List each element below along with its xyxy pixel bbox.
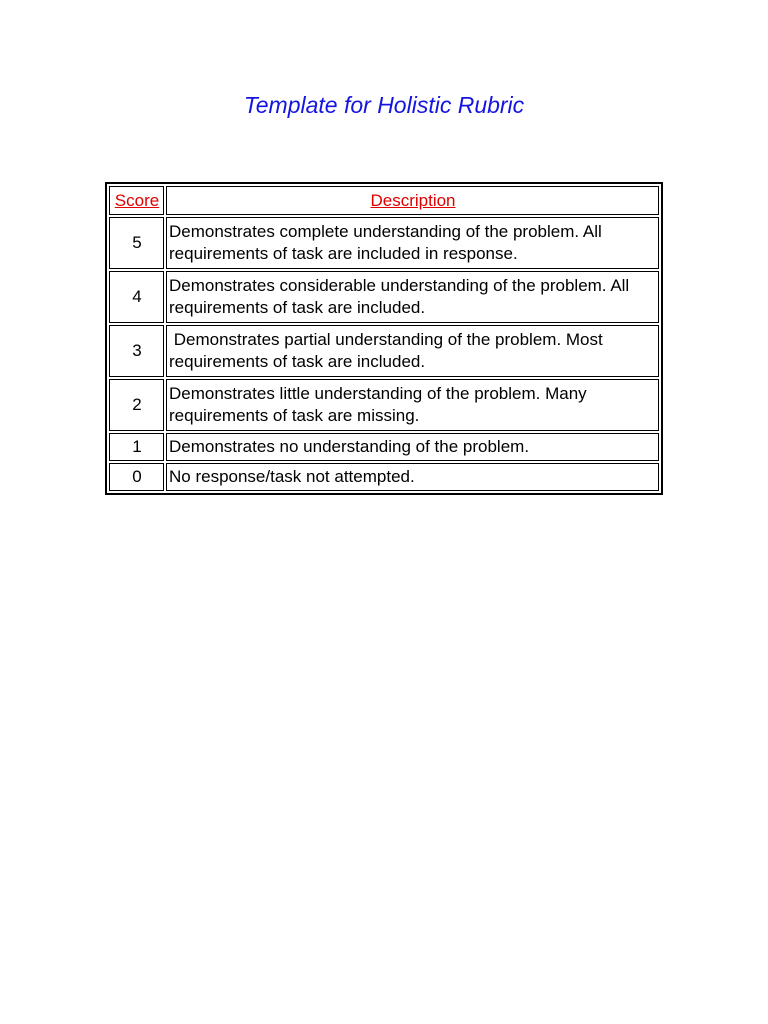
table-row: [109, 325, 659, 377]
table-row: [109, 379, 659, 431]
score-cell: 0: [109, 463, 164, 491]
score-cell: 3: [109, 325, 164, 377]
score-cell: 2: [109, 379, 164, 431]
description-cell: Demonstrates complete understanding of the problem. All requirements of task are included in response.: [166, 217, 659, 269]
table-row: [109, 463, 659, 491]
score-column-header: Score: [109, 186, 164, 215]
page-title: Template for Holistic Rubric: [243, 92, 525, 118]
table-row: [109, 433, 659, 461]
description-column-header: Description: [166, 186, 659, 215]
table-row: [109, 217, 659, 269]
score-cell: 4: [109, 271, 164, 323]
description-cell: Demonstrates partial understanding of the problem. Most requirements of task are included.: [166, 325, 659, 377]
score-cell: 5: [109, 217, 164, 269]
description-cell: No response/task not attempted.: [166, 463, 659, 491]
description-cell: Demonstrates no understanding of the problem.: [166, 433, 659, 461]
table-row: [109, 271, 659, 323]
rubric-table: [105, 182, 663, 495]
score-cell: 1: [109, 433, 164, 461]
table-header-row: [109, 186, 659, 215]
description-cell: Demonstrates considerable understanding of the problem. All requirements of task are included.: [166, 271, 659, 323]
description-cell: Demonstrates little understanding of the problem. Many requirements of task are missing.: [166, 379, 659, 431]
